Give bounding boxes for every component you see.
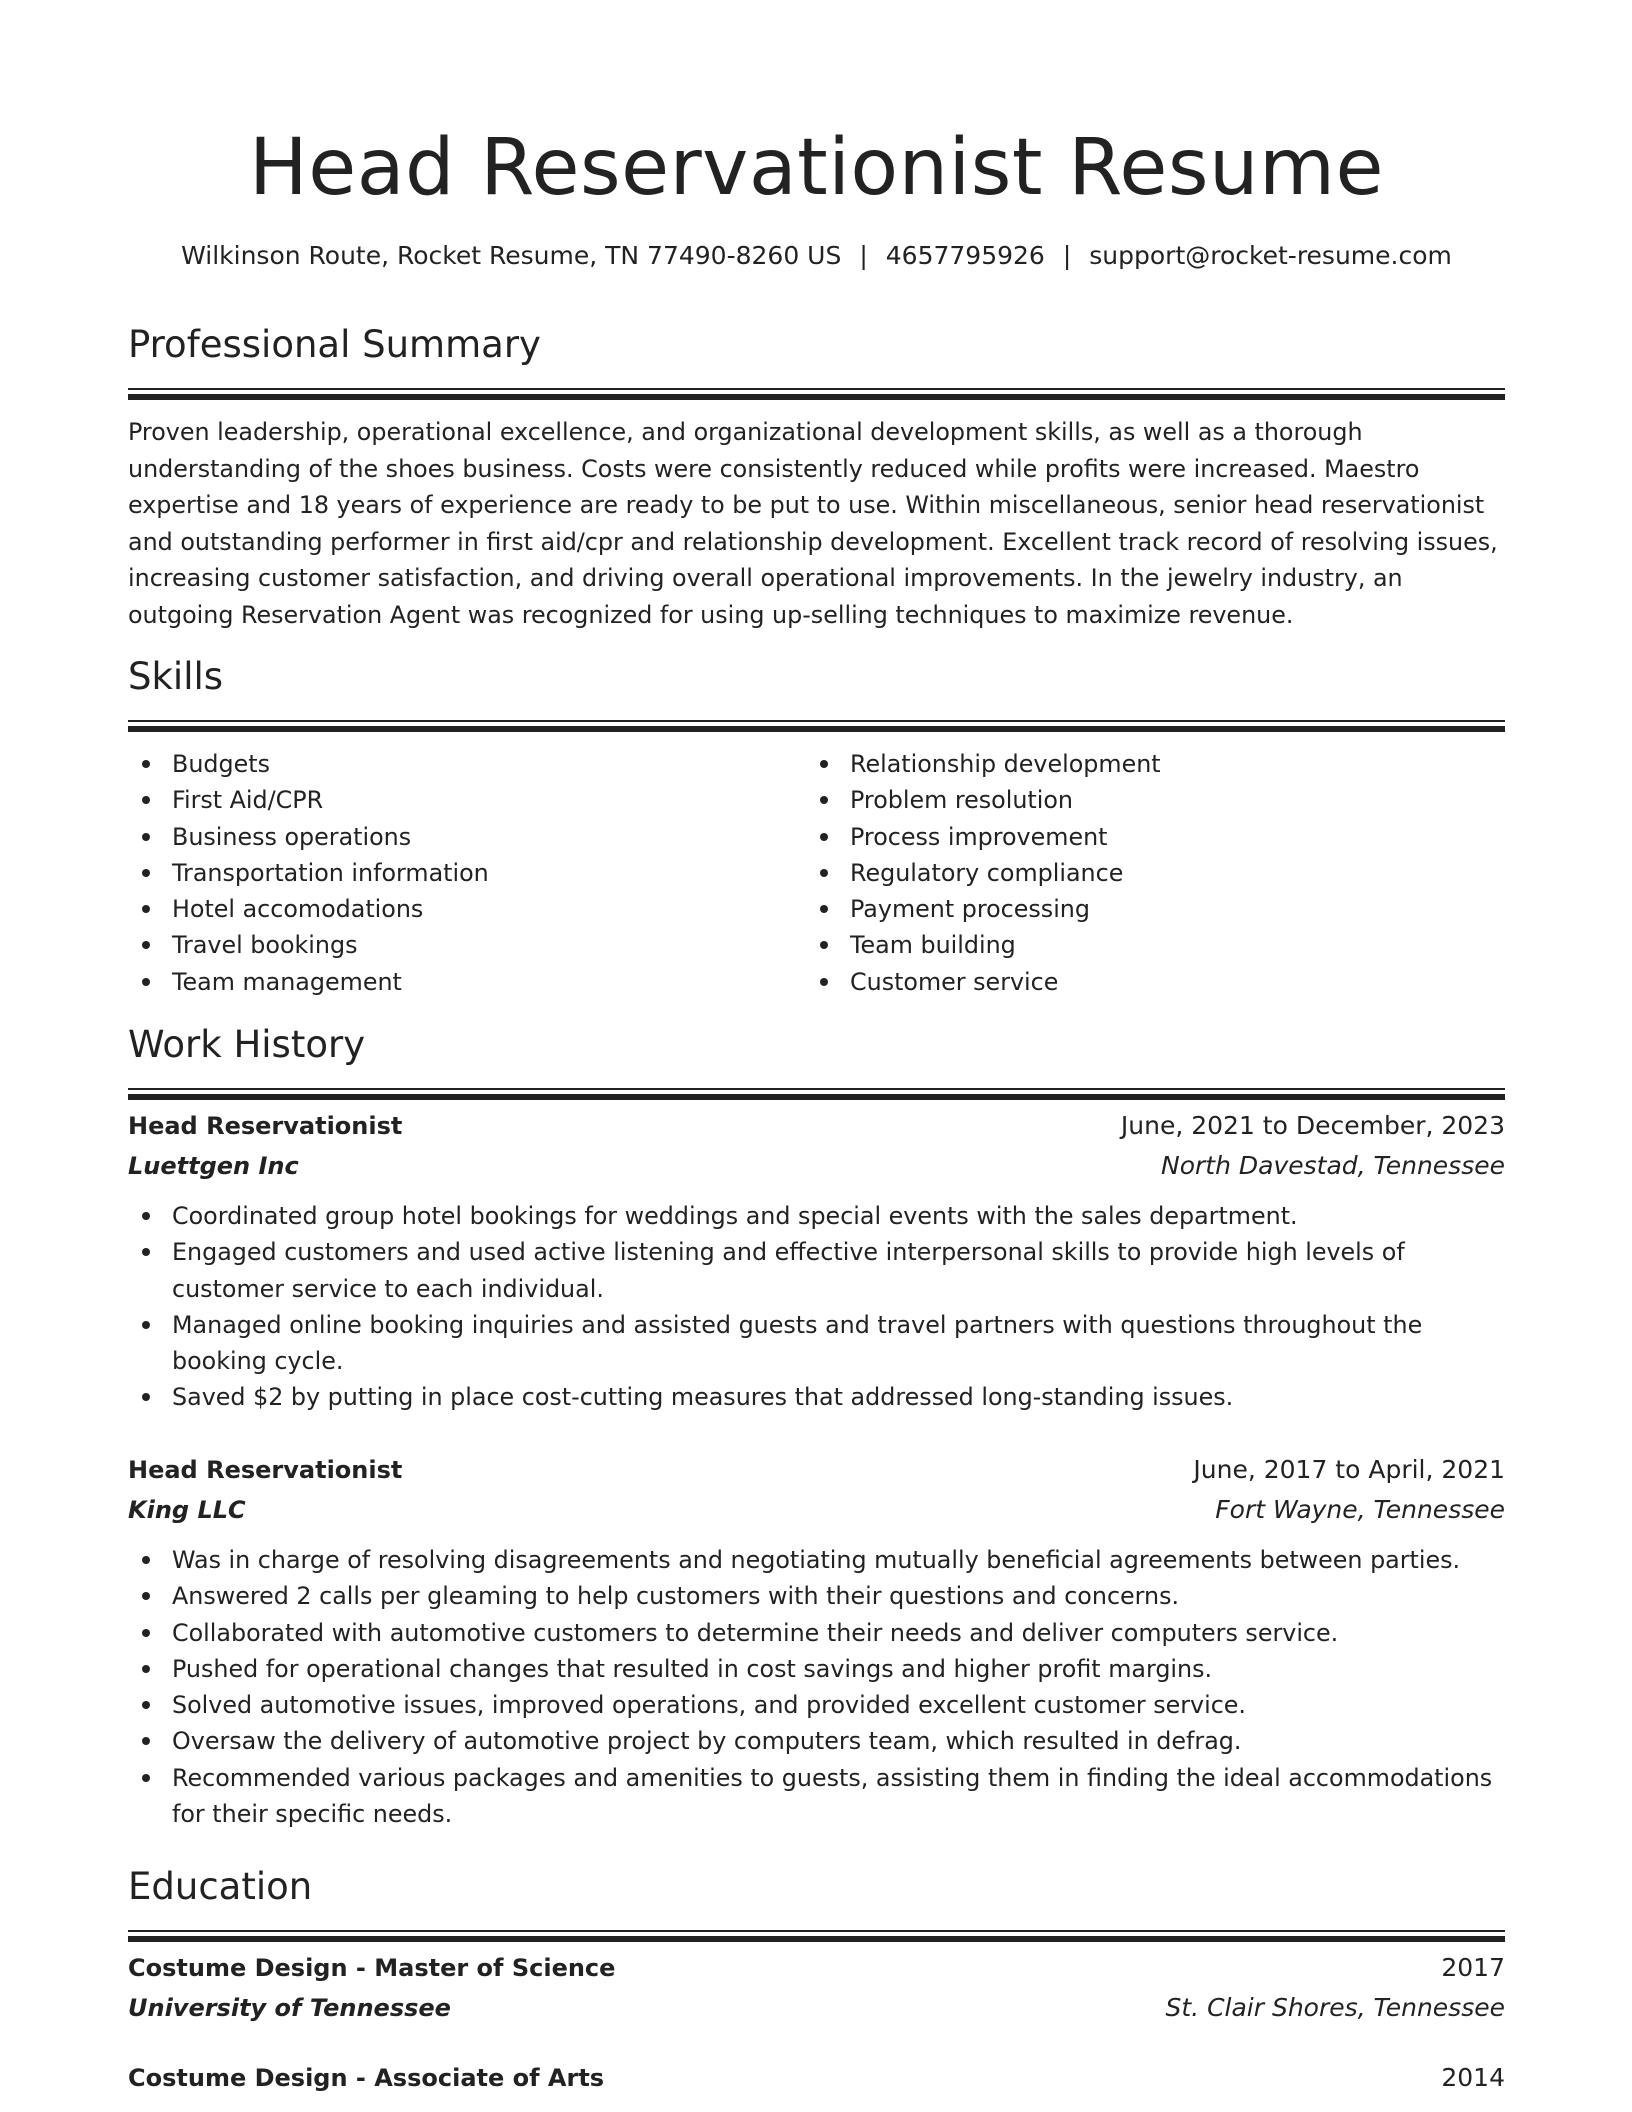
education-entry — [128, 1948, 1505, 2028]
skill-item: Travel bookings — [128, 927, 806, 963]
skill-item: Business operations — [128, 819, 806, 855]
skill-item: Problem resolution — [806, 782, 1484, 818]
section-divider — [128, 388, 1505, 400]
job-entry — [128, 1450, 1505, 1832]
summary-heading: Professional Summary — [128, 323, 541, 366]
work-history-heading: Work History — [128, 1023, 366, 1066]
skill-item: First Aid/CPR — [128, 782, 806, 818]
contact-separator: | — [859, 241, 868, 270]
job-bullet: Pushed for operational changes that resulted in cost savings and higher profit margins. — [128, 1651, 1505, 1687]
education-entry — [128, 2058, 1505, 2098]
education-header — [128, 2058, 1505, 2098]
skills-list-right — [806, 746, 1484, 1000]
skills-columns — [128, 746, 1505, 1000]
skills-list-left — [128, 746, 806, 1000]
address: Wilkinson Route, Rocket Resume, TN 77490-8260 US — [181, 241, 842, 270]
education-heading: Education — [128, 1865, 313, 1908]
summary-section — [128, 320, 1505, 633]
graduation-year: 2017 — [1441, 1953, 1505, 1982]
job-subheader — [128, 1146, 1505, 1186]
email-address: support@rocket-resume.com — [1089, 241, 1452, 270]
job-bullet: Saved $2 by putting in place cost-cutting measures that addressed long-standing issues. — [128, 1379, 1505, 1415]
job-title: Head Reservationist — [128, 1112, 403, 1140]
job-bullet: Answered 2 calls per gleaming to help customers with their questions and concerns. — [128, 1578, 1505, 1614]
job-dates: June, 2017 to April, 2021 — [1193, 1455, 1505, 1484]
job-location: Fort Wayne, Tennessee — [1215, 1495, 1505, 1524]
job-bullet: Collaborated with automotive customers to determine their needs and deliver computers service. — [128, 1615, 1505, 1651]
section-divider — [128, 720, 1505, 732]
education-section — [128, 1862, 1505, 1942]
resume-title: Head Reservationist Resume — [249, 123, 1384, 213]
job-bullets — [128, 1198, 1505, 1416]
job-header — [128, 1450, 1505, 1490]
education-subheader — [128, 1988, 1505, 2028]
job-bullet: Engaged customers and used active listening and effective interpersonal skills to provide high levels of customer service to each individual. — [128, 1234, 1505, 1307]
job-dates: June, 2021 to December, 2023 — [1120, 1111, 1505, 1140]
work-history-section — [128, 1020, 1505, 1100]
skill-item: Budgets — [128, 746, 806, 782]
section-divider — [128, 1088, 1505, 1100]
job-bullets — [128, 1542, 1505, 1832]
school-location: St. Clair Shores, Tennessee — [1165, 1993, 1505, 2022]
contact-separator: | — [1062, 241, 1072, 270]
skills-section — [128, 652, 1505, 1000]
skill-item: Hotel accomodations — [128, 891, 806, 927]
skills-heading: Skills — [128, 655, 224, 698]
company-name: Luettgen Inc — [128, 1152, 299, 1180]
job-subheader — [128, 1490, 1505, 1530]
skill-item: Customer service — [806, 964, 1484, 1000]
skill-item: Regulatory compliance — [806, 855, 1484, 891]
job-bullet: Was in charge of resolving disagreements and negotiating mutually beneficial agreements between parties. — [128, 1542, 1505, 1578]
degree: Costume Design - Master of Science — [128, 1954, 616, 1982]
school-name: University of Tennessee — [128, 1994, 451, 2022]
skill-item: Transportation information — [128, 855, 806, 891]
skill-item: Relationship development — [806, 746, 1484, 782]
job-bullet: Managed online booking inquiries and assisted guests and travel partners with questions throughout the booking cycle. — [128, 1307, 1505, 1380]
summary-text: Proven leadership, operational excellence, and organizational development skills, as well as a thorough understanding of the shoes business. Costs were consistently reduced while profits were increased. Maestro expertise and 18 years of experience are ready to be put to use. Within miscellaneous, senior head reservationist and outstanding performer in first aid/cpr and relationship development. Excellent track record of resolving issues, increasing customer satisfaction, and driving overall operational improvements. In the jewelry industry, an outgoing Reservation Agent was recognized for using up-selling techniques to maximize revenue. — [128, 418, 1498, 629]
job-bullet: Oversaw the delivery of automotive project by computers team, which resulted in defrag. — [128, 1723, 1505, 1759]
section-divider — [128, 1930, 1505, 1942]
graduation-year: 2014 — [1441, 2063, 1505, 2092]
job-bullet: Recommended various packages and amenities to guests, assisting them in finding the ideal accommodations for their specific needs. — [128, 1760, 1505, 1833]
job-title: Head Reservationist — [128, 1456, 403, 1484]
skill-item: Team building — [806, 927, 1484, 963]
contact-line — [128, 238, 1505, 274]
skill-item: Process improvement — [806, 819, 1484, 855]
job-bullet: Solved automotive issues, improved operations, and provided excellent customer service. — [128, 1687, 1505, 1723]
job-header — [128, 1106, 1505, 1146]
job-location: North Davestad, Tennessee — [1161, 1151, 1505, 1180]
phone-number: 4657795926 — [885, 241, 1045, 270]
skill-item: Payment processing — [806, 891, 1484, 927]
job-entry — [128, 1106, 1505, 1416]
skill-item: Team management — [128, 964, 806, 1000]
company-name: King LLC — [128, 1496, 246, 1524]
job-bullet: Coordinated group hotel bookings for weddings and special events with the sales department. — [128, 1198, 1505, 1234]
degree: Costume Design - Associate of Arts — [128, 2064, 605, 2092]
education-header — [128, 1948, 1505, 1988]
